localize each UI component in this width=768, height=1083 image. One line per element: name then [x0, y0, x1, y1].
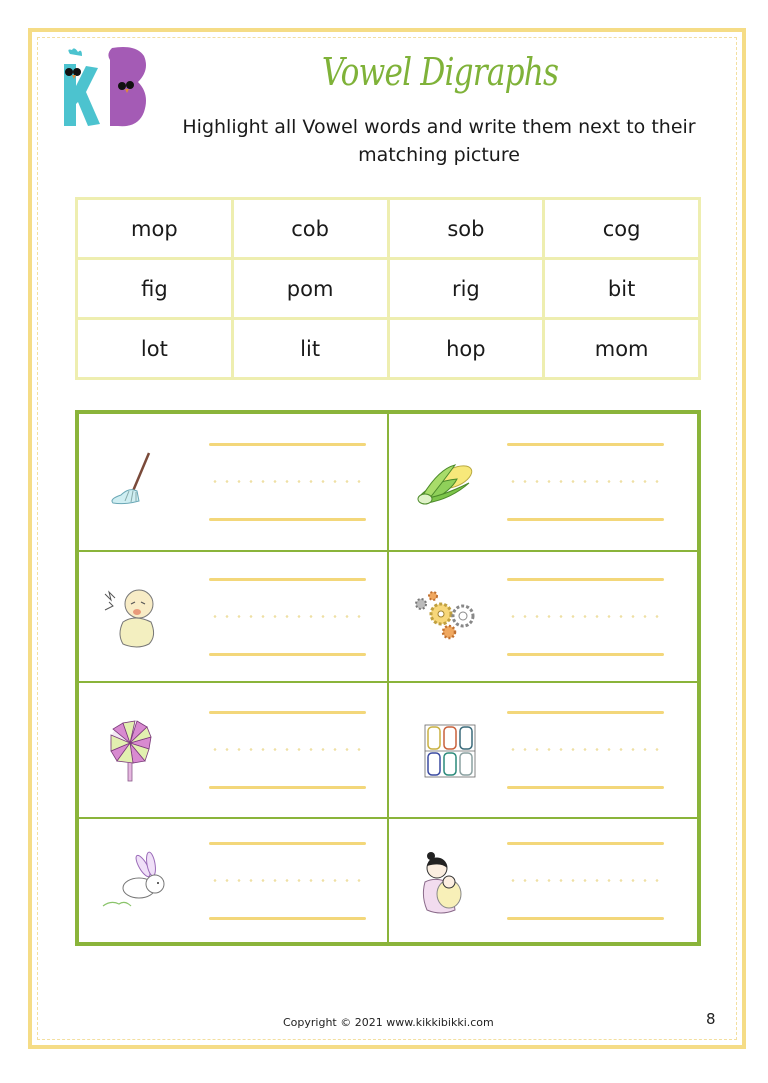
cogs-icon	[411, 582, 481, 652]
picture-cell-pom	[78, 682, 388, 818]
writing-line-bottom	[209, 518, 366, 521]
picture-cell-cob	[388, 413, 698, 551]
crying-baby-icon	[101, 582, 171, 652]
answer-writing-lines[interactable]	[507, 842, 664, 920]
answer-writing-lines[interactable]	[209, 711, 366, 789]
writing-line-top	[209, 842, 366, 845]
word-row	[77, 259, 700, 319]
writing-line-bottom	[507, 518, 664, 521]
writing-line-top	[507, 443, 664, 446]
word-cell[interactable]: mop	[77, 199, 233, 259]
writing-line-bottom	[209, 917, 366, 920]
kikkibikki-logo	[52, 46, 152, 130]
mom-with-baby-icon	[411, 846, 481, 916]
word-cell[interactable]: cob	[232, 199, 388, 259]
word-cell[interactable]: mom	[544, 319, 700, 379]
word-cell[interactable]: bit	[544, 259, 700, 319]
worksheet-instructions: Highlight all Vowel words and write them next to their matching picture	[182, 116, 696, 166]
picture-cell-cog	[388, 551, 698, 682]
writing-line-bottom	[507, 653, 664, 656]
writing-line-top	[507, 578, 664, 581]
writing-line-dotted	[507, 748, 664, 751]
word-cell[interactable]: lit	[232, 319, 388, 379]
word-cell[interactable]: rig	[388, 259, 544, 319]
word-cell[interactable]: lot	[77, 319, 233, 379]
word-row	[77, 199, 700, 259]
word-cell[interactable]: cog	[544, 199, 700, 259]
answer-writing-lines[interactable]	[209, 842, 366, 920]
writing-line-dotted	[507, 615, 664, 618]
writing-line-bottom	[209, 786, 366, 789]
writing-line-top	[209, 443, 366, 446]
picture-match-grid	[75, 410, 701, 946]
answer-writing-lines[interactable]	[507, 711, 664, 789]
writing-line-top	[209, 711, 366, 714]
picture-cell-mom	[388, 818, 698, 943]
answer-writing-lines[interactable]	[507, 578, 664, 656]
writing-line-dotted	[507, 480, 664, 483]
pom-pom-icon	[101, 715, 171, 785]
word-cell[interactable]: fig	[77, 259, 233, 319]
writing-line-dotted	[209, 615, 366, 618]
word-bank-table	[75, 197, 701, 380]
word-cell[interactable]: pom	[232, 259, 388, 319]
worksheet-title: Vowel Digraphs	[321, 50, 559, 94]
picture-cell-hop	[78, 818, 388, 943]
page-number: 8	[706, 1010, 716, 1028]
picture-cell-lot	[388, 682, 698, 818]
parking-lot-icon	[411, 715, 481, 785]
mop-icon	[101, 447, 171, 517]
writing-line-dotted	[209, 748, 366, 751]
writing-line-top	[209, 578, 366, 581]
corn-cob-icon	[411, 447, 481, 517]
answer-writing-lines[interactable]	[507, 443, 664, 521]
writing-line-dotted	[507, 879, 664, 882]
answer-writing-lines[interactable]	[209, 443, 366, 521]
word-cell[interactable]: sob	[388, 199, 544, 259]
writing-line-bottom	[507, 786, 664, 789]
writing-line-bottom	[507, 917, 664, 920]
writing-line-top	[507, 842, 664, 845]
writing-line-dotted	[209, 480, 366, 483]
writing-line-bottom	[209, 653, 366, 656]
writing-line-dotted	[209, 879, 366, 882]
picture-cell-sob	[78, 551, 388, 682]
word-row	[77, 319, 700, 379]
writing-line-top	[507, 711, 664, 714]
hopping-rabbit-icon	[101, 846, 171, 916]
copyright-footer: Copyright © 2021 www.kikkibikki.com	[283, 1016, 494, 1029]
word-cell[interactable]: hop	[388, 319, 544, 379]
answer-writing-lines[interactable]	[209, 578, 366, 656]
picture-cell-mop	[78, 413, 388, 551]
